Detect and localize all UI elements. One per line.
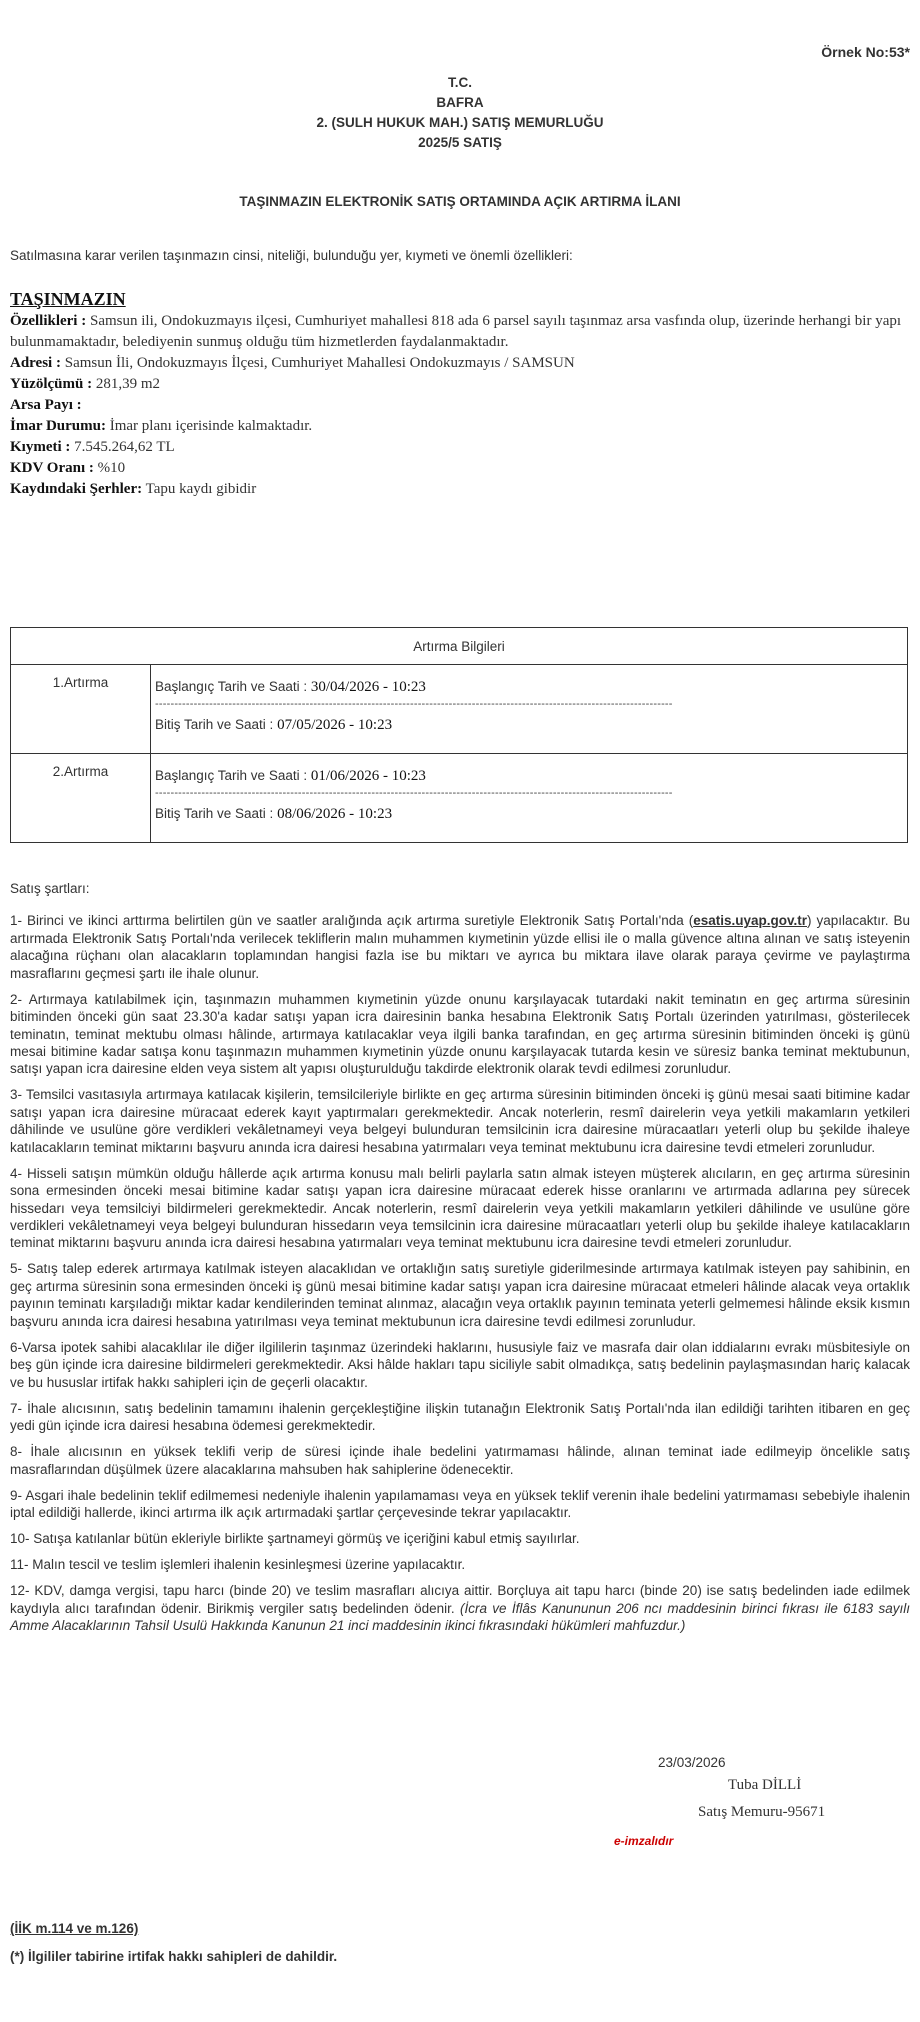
document-header	[10, 73, 910, 153]
term-7: 7- İhale alıcısının, satış bedelinin tamamını ihalenin gerçekleştiğine ilişkin tutanağın Elektronik Satış Portalı'nda ilan edildiği tarihten itibaren en geç yedi gün içinde icra dairesi hesabına ödemesi gerekmektedir.	[10, 1400, 910, 1434]
term-1-text-start: 1- Birinci ve ikinci arttırma belirtilen gün ve saatler aralığında açık artırma suretiyle Elektronik Satış Portalı'nda (	[10, 913, 694, 929]
area-label: Yüzölçümü :	[10, 376, 93, 392]
vat-label: KDV Oranı :	[10, 460, 94, 476]
zoning-value: İmar planı içerisinde kalmaktadır.	[109, 418, 313, 434]
term-9: 9- Asgari ihale bedelinin teklif edilmemesi nedeniyle ihalenin yapılamaması veya en yüksek teklif verenin ihale bedelini yatırmaması sebebiyle ihalenin iptal edildiği hallerde, ikinci artırma ilk açık artırmadaki şartlar çerçevesinde tekrar yapılacaktır.	[10, 1487, 910, 1521]
auction-round-row	[11, 665, 908, 754]
auction-table-caption: Artırma Bilgileri	[11, 628, 908, 665]
property-features	[10, 311, 910, 353]
property-section	[10, 287, 910, 500]
start-date-label: Başlangıç Tarih ve Saati :	[155, 679, 308, 694]
auction-round-details	[151, 754, 908, 843]
property-area	[10, 374, 910, 395]
features-value: Samsun ili, Ondokuzmayıs ilçesi, Cumhuriyet mahallesi 818 ada 6 parsel sayılı taşınmaz arsa vasfında olup, üzerinde herhangi bir yapı bulunmamaktadır, belediyenin sunmuş olduğu tüm hizmetlerden faydalanmaktadır.	[10, 313, 902, 350]
document-title: TAŞINMAZIN ELEKTRONİK SATIŞ ORTAMINDA AÇIK ARTIRMA İLANI	[239, 194, 681, 209]
term-10: 10- Satışa katılanlar bütün ekleriyle birlikte şartnameyi görmüş ve içeriğini kabul etmiş sayılırlar.	[10, 1531, 580, 1547]
zoning-label: İmar Durumu:	[10, 418, 106, 434]
term-3: 3- Temsilci vasıtasıyla artırmaya katılacak kişilerin, temsilcileriyle birlikte en geç artırma süresinin bitiminden önceki iş günü mesai saati bitimine kadar satışı yapan icra dairesine müracaat ederek kayıt yaptırmaları gerekmektedir. Ancak noterlerin, resmî dairelerin veya yetkili makamların yetkileri dâhilinde ve usulüne göre verdikleri vekâletnameyi veya belgeyi bulunduran temsilcinin icra dairesine müracaatları yeterli olup bu şekilde ihaleye katılacakların teminat miktarını başvuru anında icra dairesi hesabına yatırmaları veya teminat mektubunu icra dairesine tevdi etmeleri zorunludur.	[10, 1087, 910, 1155]
term-4: 4- Hisseli satışın mümkün olduğu hâllerde açık artırma konusu malı belirli paylarla satın almak isteyen müşterek alıcıların, en geç artırma süresinin sona ermesinden önceki mesai bitimine kadar satışı yapan icra dairesine müracaat ederek hisse oranlarını ve artırmada adlarına pey sürecek hissedarı veya temsilciyi bildirmeleri gerekmektedir. Ancak noterlerin, resmî dairelerin veya yetkili makamların yetkileri dâhilinde ve usulüne göre verdikleri vekâletnameyi veya belgeyi bulunduran hissedarın veya temsilcinin icra dairesine müracaatları yeterli olup bu şekilde ihaleye katılacakların teminat miktarını başvuru anında icra dairesi hesabına yatırmaları veya teminat mektubunu icra dairesine tevdi etmeleri zorunludur.	[10, 1165, 910, 1251]
intro-text: Satılmasına karar verilen taşınmazın cinsi, niteliği, bulunduğu yer, kıymeti ve önemli özellikleri:	[10, 248, 573, 263]
end-date-label: Bitiş Tarih ve Saati :	[155, 717, 274, 732]
land-share-label: Arsa Payı :	[10, 397, 82, 413]
header-line-file-number: 2025/5 SATIŞ	[418, 135, 502, 150]
header-line-office: 2. (SULH HUKUK MAH.) SATIŞ MEMURLUĞU	[316, 115, 604, 130]
e-signature-mark: e-imzalıdır	[614, 1834, 674, 1848]
value-label: Kıymeti :	[10, 439, 71, 455]
end-date-value: 08/06/2026 - 10:23	[277, 806, 393, 822]
example-number: Örnek No:53*	[821, 44, 910, 60]
annotations-value: Tapu kaydı gibidir	[145, 481, 257, 497]
auction-round-row	[11, 754, 908, 843]
end-date-value: 07/05/2026 - 10:23	[277, 717, 393, 733]
property-vat	[10, 458, 910, 479]
property-land-share	[10, 395, 910, 416]
header-line-city: BAFRA	[436, 95, 484, 110]
auction-round-name: 1.Artırma	[11, 665, 151, 754]
vat-value: %10	[97, 460, 126, 476]
term-2: 2- Artırmaya katılabilmek için, taşınmazın muhammen kıymetinin yüzde onunu karşılayacak tutardaki nakit teminatın en geç artırma süresinin bitiminden önceki gün saat 23.30'a kadar satışı yapan icra dairesinin banka hesabına Elektronik Satış Portalı üzerinden yatırılması, gösterilecek teminatın, teminat mektubu olması hâlinde, artırmaya katılacaklar veya ilgili banka tarafından, en geç artırma süresinin bitiminden önceki iş günü mesai bitimine kadar satışa konu taşınmazın muhammen kıymetinin yüzde onunu karşılayacak tutarda kesin ve süresiz banka teminat mektubunun, satışı yapan icra dairesine elden veya sistem alt yapısı oluşturulduğu takdirde elektronik olarak tevdi edilmesi zorunludur.	[10, 991, 910, 1077]
property-address	[10, 353, 910, 374]
value-amount: 7.545.264,62 TL	[74, 439, 175, 455]
term-11: 11- Malın tescil ve teslim işlemleri ihalenin kesinleşmesi üzerine yapılacaktır.	[10, 1557, 466, 1573]
start-date-value: 30/04/2026 - 10:23	[310, 679, 426, 695]
property-value	[10, 437, 910, 458]
property-heading: TAŞINMAZIN	[10, 289, 126, 309]
start-date-label: Başlangıç Tarih ve Saati :	[155, 768, 308, 783]
address-value: Samsun İli, Ondokuzmayıs İlçesi, Cumhuriyet Mahallesi Ondokuzmayıs / SAMSUN	[64, 355, 575, 371]
signer-title: Satış Memuru-95671	[698, 1804, 826, 1820]
end-date-label: Bitiş Tarih ve Saati :	[155, 806, 274, 821]
property-zoning	[10, 416, 910, 437]
term-6: 6-Varsa ipotek sahibi alacaklılar ile diğer ilgililerin taşınmaz üzerindeki haklarını, hususiyle faiz ve masrafa dair olan iddialarını evrakı müsbitesiyle on beş gün içinde icra dairesine bildirmeleri gerekmektedir. Aksi hâlde hakları tapu siciliyle sabit olmadıkça, satış bedelinin paylaşmasından hariç kalacak ve bu hususlar irtifak hakkı sahipleri için de geçerli olacaktır.	[10, 1339, 910, 1390]
annotations-label: Kaydındaki Şerhler:	[10, 481, 143, 497]
legal-reference: (İİK m.114 ve m.126)	[10, 1921, 139, 1936]
esatis-portal-link[interactable]: esatis.uyap.gov.tr	[693, 913, 807, 929]
sale-terms	[10, 880, 910, 1643]
separator-line: --------------------------------------------------------------------------------------------------------------------------------------	[155, 699, 673, 710]
auction-info-table	[10, 627, 908, 843]
term-1-text-end: ) yapılacaktır. Bu artırmada Elektronik Satış Portalı'nda verilecek tekliflerin malın muhammen kıymetinin yüzde ellisi ile o malla güvence altına alınan ve satış isteyenin alacağına rüçhanı olan alacakların toplamından hangisi fazla ise bu miktarı ve ayrıca bu miktara ilave olarak paraya çevirme ve paylaştırma masraflarını geçmesi şartı ile ihale olunur.	[10, 913, 910, 981]
term-12-text: 12- KDV, damga vergisi, tapu harcı (binde 20) ve teslim masrafları alıcıya aittir. Borçluya ait tapu harcı (binde 20) ise satış bedelinden iade edilmek kaydıyla alıcı tarafından ödenir. Birikmiş vergiler satış bedelinden ödenir.	[10, 1583, 910, 1616]
term-5: 5- Satış talep ederek artırmaya katılmak isteyen alacaklıdan ve ortaklığın satış suretiyle giderilmesinde artırmaya katılmak isteyen pay sahibinin, en geç artırma süresinin sona ermesinden önceki iş günü mesai bitimine kadar satışı yapan icra dairesine müracaat etmeleri hâlinde alacak veya ortaklık payının teminatı karşıladığı miktar kadar kendilerinden teminat alınmaz, alacağın veya ortaklık payının teminata yeterli gelmemesi hâlinde eksik kısmın başvuru anında icra dairesi hesabına yatırılması veya teminat mektubunun icra dairesine tevdi edilmesi zorunludur.	[10, 1261, 910, 1329]
auction-round-details	[151, 665, 908, 754]
area-value: 281,39 m2	[95, 376, 161, 392]
address-label: Adresi :	[10, 355, 61, 371]
term-1	[10, 912, 910, 982]
terms-label: Satış şartları:	[10, 881, 90, 896]
term-8: 8- İhale alıcısının en yüksek teklifi verip de süresi içinde ihale bedelini yatırmaması hâlinde, alınan teminat iade edilmeyip öncelikle satış masraflarından düşülmek üzere alacaklarına mahsuben hak sahiplerine ödenecektir.	[10, 1444, 910, 1477]
signer-name: Tuba DİLLİ	[728, 1777, 802, 1793]
header-line-tc: T.C.	[447, 75, 472, 90]
term-12-legal-note: (İcra ve İflâs Kanununun 206 ncı maddesinin birinci fıkrası ile 6183 sayılı Amme Alacaklarının Tahsil Usulü Hakkında Kanunun 21 inci maddesinin ikinci fıkrasındaki hükümleri mahfuzdur.)	[10, 1600, 911, 1634]
footnote: (*) İlgililer tabirine irtifak hakkı sahipleri de dahildir.	[10, 1949, 338, 1964]
signature-date: 23/03/2026	[658, 1755, 726, 1770]
start-date-value: 01/06/2026 - 10:23	[310, 768, 426, 784]
features-label: Özellikleri :	[10, 313, 87, 329]
property-annotations	[10, 479, 910, 500]
auction-round-name: 2.Artırma	[11, 754, 151, 843]
term-12	[10, 1582, 910, 1634]
separator-line: --------------------------------------------------------------------------------------------------------------------------------------	[155, 788, 673, 799]
